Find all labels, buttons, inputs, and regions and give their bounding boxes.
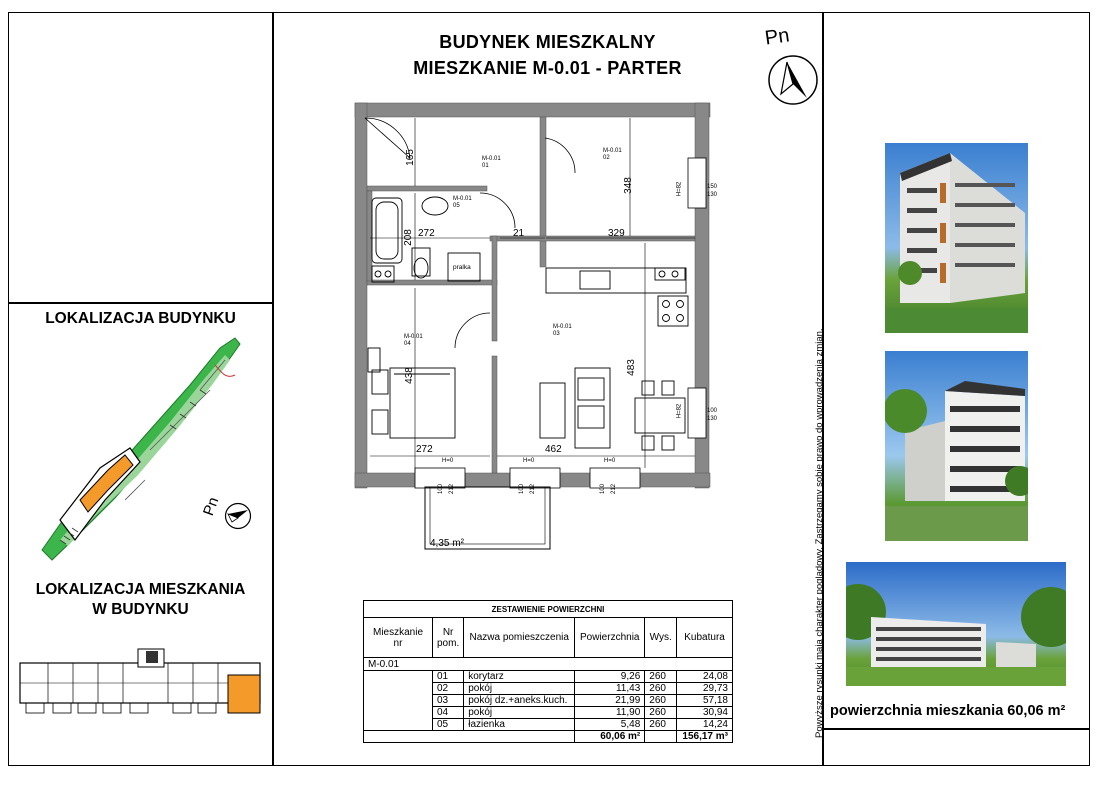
building-floor-plan [18, 645, 268, 720]
disclaimer-text: Powyższe rysunki mają charakter poglądowy. Zastrzegamy sobie prawo do wprowadzenia zmian. [814, 328, 825, 738]
window-height-1: H=82 [676, 181, 683, 197]
table-row: 01 korytarz 9,26 260 24,08 [364, 671, 733, 683]
room-tag-04: M-0.01 04 [404, 334, 423, 347]
title-flat: MIESZKANIE M-0.01 - PARTER [413, 58, 682, 78]
dim-329: 329 [608, 228, 625, 239]
dim-208: 208 [402, 229, 414, 246]
render-photo-2 [885, 351, 1028, 541]
north-arrow-icon [767, 54, 819, 106]
door-label-5: 100 [600, 483, 607, 495]
dim-272a: 272 [418, 228, 435, 239]
table-row: 02 pokój 11,43 260 29,73 [364, 683, 733, 695]
dim-438: 438 [403, 367, 415, 384]
dim-348: 348 [622, 177, 634, 194]
door-label-3: 100 [519, 483, 526, 495]
room-tag-05: M-0.01 05 [453, 196, 472, 209]
window-label-2a: 100 [707, 408, 718, 414]
flat-area-text: powierzchnia mieszkania 60,06 m² [830, 703, 1066, 719]
window-label-1a: 150 [707, 184, 718, 190]
north-label: Pn [763, 24, 791, 50]
divider-left [272, 12, 274, 766]
table-total-row [364, 731, 733, 743]
room-tag-02: M-0.01 02 [603, 148, 622, 161]
total-area: 60,06 m² [575, 731, 645, 743]
dim-21: 21 [513, 228, 525, 239]
render-photo-3 [846, 562, 1066, 686]
localization-flat-title-line2: W BUDYNKU [92, 601, 189, 618]
door-label-4: 212 [530, 483, 537, 495]
table-flat-row [364, 658, 733, 671]
window-height-2: H=82 [676, 403, 683, 419]
room-tag-03: M-0.01 03 [553, 324, 572, 337]
window-hp-3: H=0 [604, 458, 616, 464]
dim-165: 165 [404, 149, 416, 166]
header-volume: Kubatura [677, 618, 733, 658]
header-flat: Mieszkanie nr [364, 618, 433, 658]
site-map [30, 330, 260, 570]
table-title: ZESTAWIENIE POWIERZCHNI [364, 601, 733, 618]
table-row: 05 łazienka 5,48 260 14,24 [364, 719, 733, 731]
room-tag-01: M-0.01 01 [482, 156, 501, 169]
title-building: BUDYNEK MIESZKALNY [439, 32, 656, 52]
localization-flat-title [8, 580, 273, 620]
area-table [363, 600, 733, 743]
table-title-row [364, 601, 733, 618]
door-label-6: 212 [611, 483, 618, 495]
window-label-2b: 130 [707, 416, 718, 422]
header-height: Wys. [645, 618, 677, 658]
header-area: Powierzchnia [575, 618, 645, 658]
door-label-2: 212 [449, 483, 456, 495]
header-room-no: Nr pom. [433, 618, 464, 658]
render-photo-1 [885, 143, 1028, 333]
site-north-label: Pn [200, 494, 223, 519]
header-room-name: Nazwa pomieszczenia [464, 618, 575, 658]
table-header-row [364, 618, 733, 658]
flat-number: M-0.01 [364, 658, 733, 671]
dim-272b: 272 [416, 444, 433, 455]
table-row: 04 pokój 11,90 260 30,94 [364, 707, 733, 719]
site-north-arrow-icon [224, 502, 252, 530]
balcony-area: 4,35 m² [430, 538, 464, 549]
door-label-1: 100 [438, 483, 445, 495]
localization-building-title: LOKALIZACJA BUDYNKU [45, 310, 236, 327]
window-label-1b: 130 [707, 192, 718, 198]
dim-462: 462 [545, 444, 562, 455]
window-hp-1: H=0 [442, 458, 454, 464]
table-row: 03 pokój dz.+aneks.kuch. 21,99 260 57,18 [364, 695, 733, 707]
divider-left-h [8, 302, 273, 304]
window-hp-2: H=0 [523, 458, 535, 464]
dim-483: 483 [625, 359, 637, 376]
total-volume: 156,17 m³ [677, 731, 733, 743]
localization-flat-title-line1: LOKALIZACJA MIESZKANIA [35, 581, 246, 598]
appliance-label: pralka [453, 264, 471, 271]
divider-right-h [822, 728, 1090, 730]
